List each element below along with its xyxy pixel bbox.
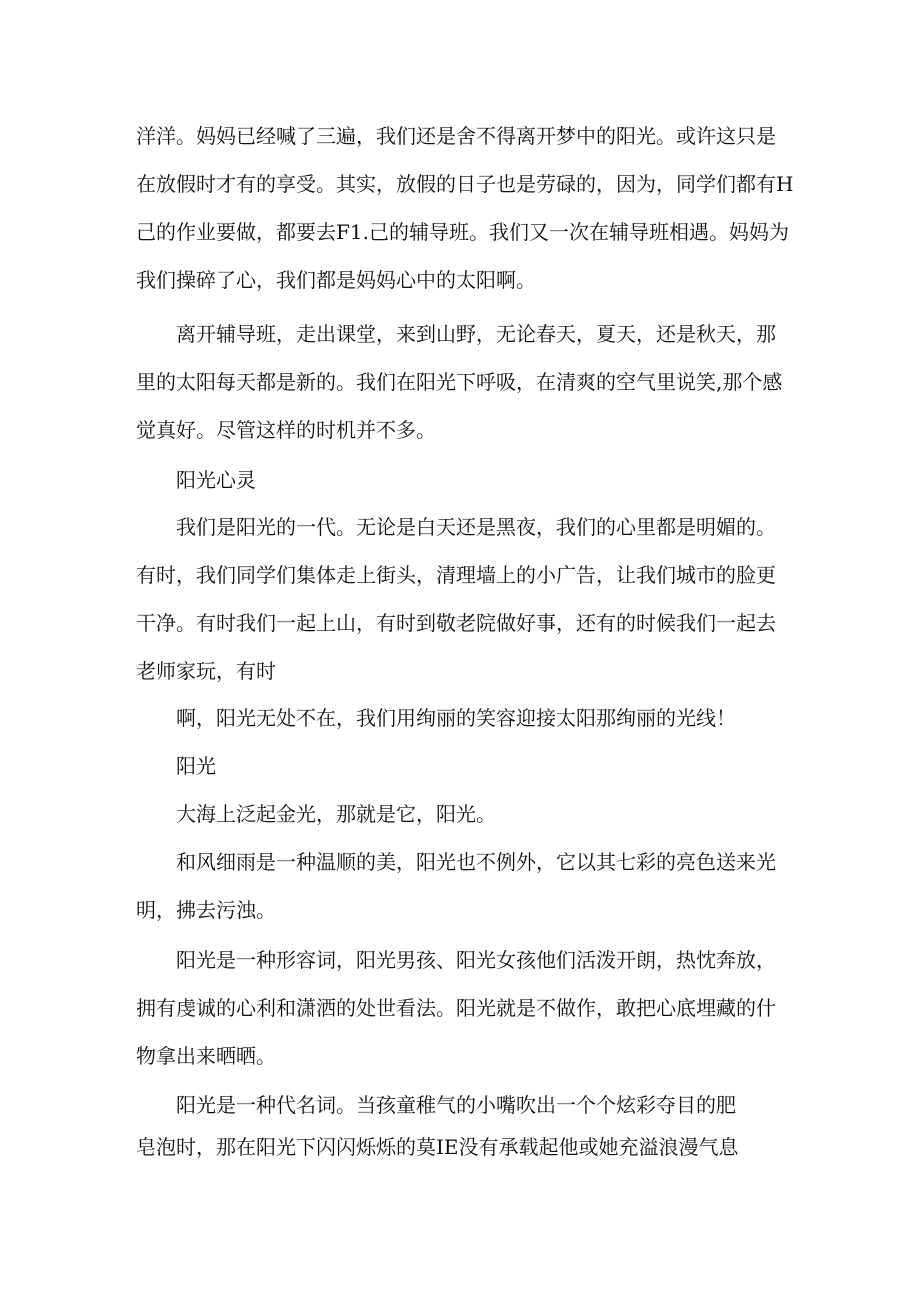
text-line: 有时，我们同学们集体走上街头，清理墙上的小广告，让我们城市的脸更 (136, 563, 776, 587)
paragraph-5 (136, 790, 796, 838)
text-line: 觉真好。尽管这样的时机并不多。 (136, 418, 436, 442)
text-line: 大海上泛起金光，那就是它，阳光。 (176, 802, 496, 826)
heading-text: 阳光心灵 (176, 468, 256, 492)
text-line: 拥有虔诚的心利和潇洒的处世看法。阳光就是不做作，敢把心底埋藏的什 (136, 996, 776, 1020)
section-heading-2 (136, 742, 796, 790)
heading-text: 阳光 (176, 754, 216, 778)
text-line: 皂泡时，那在阳光下闪闪烁烁的莫IE没有承载起他或她充溢浪漫气息 (136, 1135, 739, 1159)
text-line: 阳光是一种代名词。当孩童稚气的小嘴吹出一个个炫彩夺目的肥 (176, 1093, 736, 1117)
text-line: 我们操碎了心，我们都是妈妈心中的太阳啊。 (136, 268, 536, 292)
paragraph-2 (136, 310, 796, 454)
text-line: 老师家玩，有时 (136, 659, 276, 683)
text-line: 洋洋。妈妈已经喊了三遍，我们还是舍不得离开梦中的阳光。或许这只是 (136, 124, 776, 148)
paragraph-4 (136, 694, 796, 742)
text-line: 阳光是一种形容词，阳光男孩、阳光女孩他们活泼开朗，热忱奔放， (176, 948, 776, 972)
text-line: 我们是阳光的一代。无论是白天还是黑夜，我们的心里都是明媚的。 (176, 515, 776, 539)
text-line: 己的作业要做，都要去F1.己的辅导班。我们又一次在辅导班相遇。妈妈为 (136, 220, 789, 244)
paragraph-1 (136, 112, 796, 304)
text-line: 离开辅导班，走出课堂，来到山野，无论春天，夏天，还是秋天，那 (176, 322, 776, 346)
text-line: 里的太阳每天都是新的。我们在阳光下呼吸，在清爽的空气里说笑,那个感 (136, 370, 783, 394)
text-line: 啊，阳光无处不在，我们用绚丽的笑容迎接太阳那绚丽的光线！ (176, 706, 736, 730)
paragraph-7 (136, 936, 796, 1080)
text-line: 在放假时才有的享受。其实，放假的日子也是劳碌的，因为，同学们都有H (136, 172, 794, 196)
text-line: 干净。有时我们一起上山，有时到敬老院做好事，还有的时候我们一起去 (136, 611, 776, 635)
text-line: 物拿出来晒晒。 (136, 1044, 276, 1068)
paragraph-3 (136, 503, 796, 695)
text-line: 明，拂去污浊。 (136, 898, 276, 922)
text-line: 和风细雨是一种温顺的美，阳光也不例外，它以其七彩的亮色送来光 (176, 850, 776, 874)
paragraph-6 (136, 838, 796, 934)
section-heading-1 (136, 456, 796, 504)
paragraph-8 (136, 1084, 796, 1168)
